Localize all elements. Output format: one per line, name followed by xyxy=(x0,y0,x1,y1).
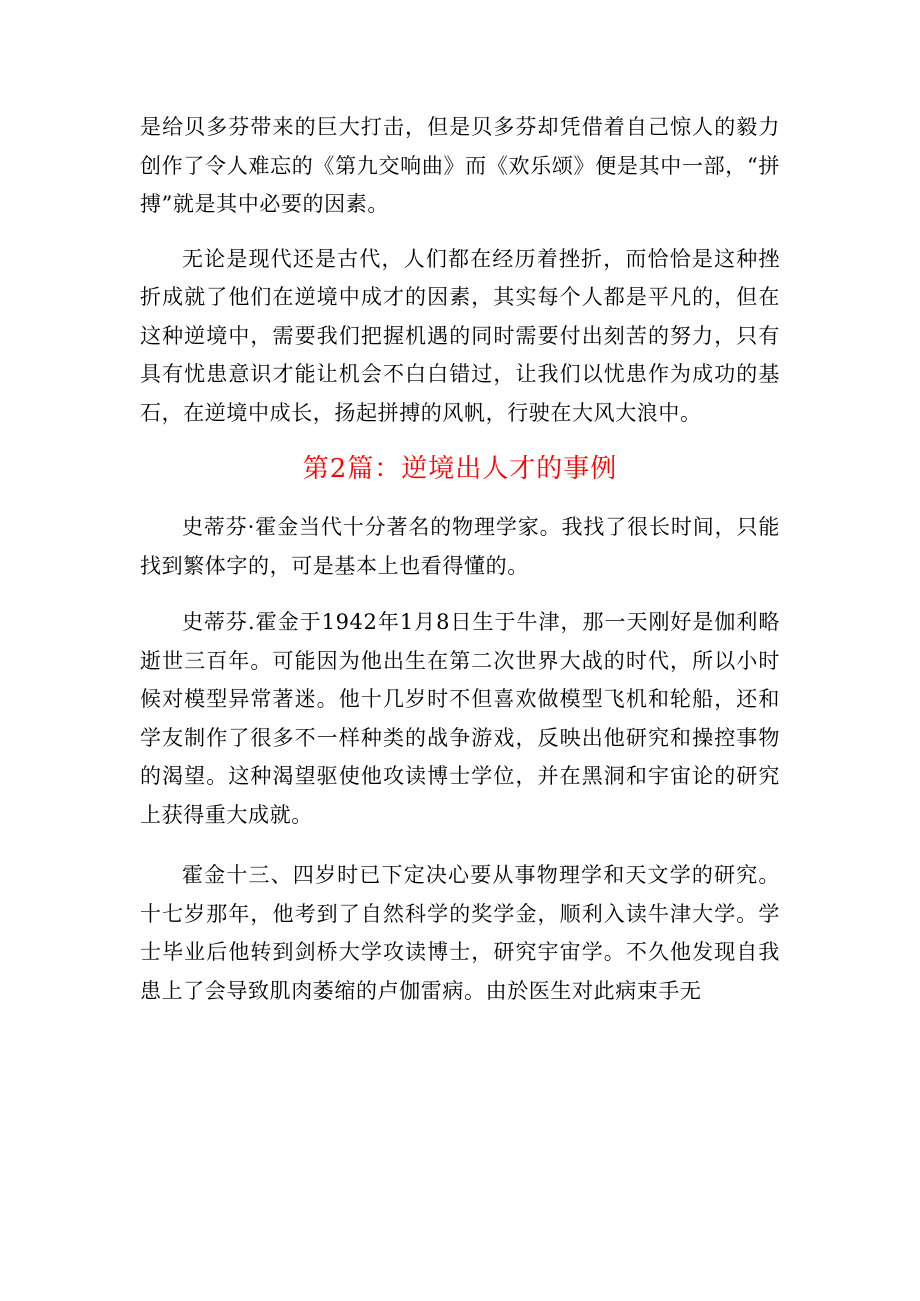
section-heading: 第2篇：逆境出人才的事例 xyxy=(302,454,618,484)
paragraph: 霍金十三、四岁时已下定决心要从事物理学和天文学的研究。十七岁那年，他考到了自然科学的奖学金，顺利入读牛津大学。学士毕业后他转到剑桥大学攻读博士，研究宇宙学。不久他发现自我患上了会导致肌肉萎缩的卢伽雷病。由於医生对此病束手无 xyxy=(140,863,780,1003)
document-page xyxy=(140,108,780,1010)
paragraph: 史蒂芬·霍金当代十分著名的物理学家。我找了很长时间，只能找到繁体字的，可是基本上也看得懂的。 xyxy=(140,515,780,578)
paragraph-continued: 是给贝多芬带来的巨大打击，但是贝多芬却凭借着自己惊人的毅力创作了令人难忘的《第九交响曲》而《欢乐颂》便是其中一部，“拼搏”就是其中必要的因素。 xyxy=(140,115,780,216)
paragraph: 无论是现代还是古代，人们都在经历着挫折，而恰恰是这种挫折成就了他们在逆境中成才的因素，其实每个人都是平凡的，但在这种逆境中，需要我们把握机遇的同时需要付出刻苦的努力，只有具有忧患意识才能让机会不白白错过，让我们以忧患作为成功的基石，在逆境中成长，扬起拼搏的风帆，行驶在大风大浪中。 xyxy=(140,246,780,425)
paragraph: 史蒂芬.霍金于1942年1月8日生于牛津，那一天刚好是伽利略逝世三百年。可能因为他出生在第二次世界大战的时代，所以小时候对模型异常著迷。他十几岁时不但喜欢做模型飞机和轮船，还和学友制作了很多不一样种类的战争游戏，反映出他研究和操控事物的渴望。这种渴望驱使他攻读博士学位，并在黑洞和宇宙论的研究上获得重大成就。 xyxy=(140,610,780,827)
